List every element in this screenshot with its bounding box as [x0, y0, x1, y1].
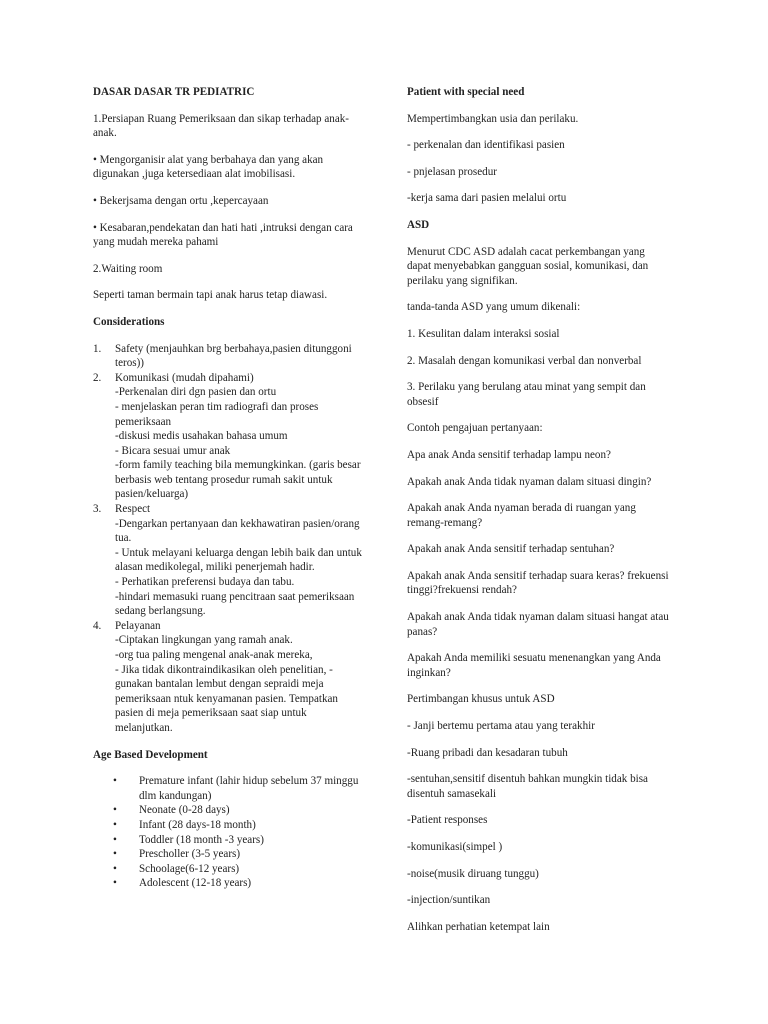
paragraph: -sentuhan,sensitif disentuh bahkan mungkin tidak bisa disentuh samasekali [407, 773, 648, 800]
intro-paragraph: Seperti taman bermain tapi anak harus tetap diawasi. [93, 289, 328, 302]
paragraph: 2. Masalah dengan komunikasi verbal dan nonverbal [407, 354, 642, 367]
paragraph: - pnjelasan prosedur [407, 165, 497, 178]
paragraph: -injection/suntikan [407, 894, 491, 907]
age-list-item [113, 876, 365, 891]
bullet-icon: • [113, 862, 117, 875]
paragraph: Apakah anak Anda nyaman berada di ruangan yang remang-remang? [407, 502, 636, 529]
item-line: -form family teaching bila memungkinkan. (garis besar berbasis web tentang prosedur rumah sakit untuk pasien/keluarga) [115, 459, 361, 501]
age-list-item [113, 862, 365, 877]
paragraph: -Patient responses [407, 814, 488, 827]
item-line: - Perhatikan preferensi budaya dan tabu. [115, 576, 295, 589]
age-list-item [113, 774, 365, 803]
paragraph: - perkenalan dan identifikasi pasien [407, 139, 565, 152]
item-line: -hindari memasuki ruang pencitraan saat pemeriksaan sedang berlangsung. [115, 590, 355, 618]
item-line: - Untuk melayani keluarga dengan lebih baik dan untuk alasan medikolegal, miliki penerjemah hadir. [115, 546, 362, 574]
left-column [93, 85, 365, 891]
item-line: -Perkenalan diri dgn pasien dan ortu [115, 386, 277, 399]
considerations-item [93, 371, 365, 502]
intro-paragraph: • Kesabaran,pendekatan dan hati hati ,intruksi dengan cara yang mudah mereka pahami [93, 221, 353, 249]
age-list-item [113, 803, 365, 818]
right-column [407, 85, 669, 934]
paragraph: Apa anak Anda sensitif terhadap lampu neon? [407, 448, 611, 461]
age-item-text: Schoolage(6-12 years) [139, 862, 240, 875]
item-number: 3. [93, 503, 102, 516]
considerations-list [93, 342, 365, 736]
considerations-item [93, 619, 365, 736]
paragraph: Contoh pengajuan pertanyaan: [407, 422, 543, 435]
age-item-text: Premature infant (lahir hidup sebelum 37 minggu dlm kandungan) [139, 775, 359, 802]
intro-paragraph: 1.Persiapan Ruang Pemeriksaan dan sikap terhadap anak-anak. [93, 112, 349, 140]
considerations-item [93, 502, 365, 619]
age-item-text: Adolescent (12-18 years) [139, 877, 252, 890]
bullet-icon: • [113, 804, 117, 817]
item-line: - Bicara sesuai umur anak [115, 444, 231, 457]
age-heading: Age Based Development [93, 748, 208, 761]
considerations-item [93, 342, 365, 371]
bullet-icon: • [113, 877, 117, 890]
paragraph: -noise(musik diruang tunggu) [407, 867, 539, 880]
item-line: Komunikasi (mudah dipahami) [115, 371, 254, 384]
item-number: 4. [93, 619, 102, 632]
item-line: - Jika tidak dikontraindikasikan oleh penelitian, -gunakan bantalan lembut dengan sepraidi meja pemeriksaan ntuk kenyamanan pasien. Tempatkan pasien di meja pemeriksaan saat siap untuk melanjutkan. [115, 663, 338, 734]
asd-heading: ASD [407, 218, 430, 231]
item-line: Pelayanan [115, 619, 161, 632]
paragraph: Mempertimbangkan usia dan perilaku. [407, 112, 579, 125]
paragraph: -Ruang pribadi dan kesadaran tubuh [407, 746, 568, 759]
age-list-item [113, 847, 365, 862]
paragraph: Apakah anak Anda tidak nyaman dalam situasi hangat atau panas? [407, 611, 669, 638]
item-line: - menjelaskan peran tim radiografi dan proses pemeriksaan [115, 400, 319, 428]
bullet-icon: • [113, 775, 117, 788]
paragraph: tanda-tanda ASD yang umum dikenali: [407, 301, 581, 314]
item-number: 1. [93, 342, 102, 355]
paragraph: -komunikasi(simpel ) [407, 841, 503, 853]
section-title: Patient with special need [407, 86, 525, 98]
paragraph: Apakah Anda memiliki sesuatu menenangkan yang Anda inginkan? [407, 652, 661, 679]
document-title: DASAR DASAR TR PEDIATRIC [93, 86, 255, 98]
paragraph: -kerja sama dari pasien melalui ortu [407, 192, 567, 205]
intro-paragraph: • Mengorganisir alat yang berbahaya dan yang akan digunakan ,juga ketersediaan alat imobilisasi. [93, 153, 324, 181]
age-item-text: Neonate (0-28 days) [139, 804, 230, 817]
item-line: -diskusi medis usahakan bahasa umum [115, 430, 288, 443]
age-item-text: Toddler (18 month -3 years) [139, 833, 264, 846]
paragraph: - Janji bertemu pertama atau yang terakhir [407, 720, 595, 733]
considerations-heading: Considerations [93, 315, 165, 328]
age-list-item [113, 818, 365, 833]
item-line: -org tua paling mengenal anak-anak mereka, [115, 649, 313, 661]
paragraph: Apakah anak Anda sensitif terhadap suara keras? frekuensi tinggi?frekuensi rendah? [407, 569, 669, 597]
age-item-text: Prescholler (3-5 years) [139, 848, 241, 861]
paragraph: Menurut CDC ASD adalah cacat perkembangan yang dapat menyebabkan gangguan sosial, komunikasi, dan perilaku yang signifikan. [407, 245, 649, 287]
bullet-icon: • [113, 848, 117, 861]
paragraph: Apakah anak Anda sensitif terhadap sentuhan? [407, 543, 615, 556]
age-item-text: Infant (28 days-18 month) [139, 818, 256, 831]
paragraph: 3. Perilaku yang berulang atau minat yang sempit dan obsesif [407, 381, 646, 408]
bullet-icon: • [113, 833, 117, 846]
item-line: -Ciptakan lingkungan yang ramah anak. [115, 634, 293, 647]
item-line: Safety (menjauhkan brg berbahaya,pasien ditunggoni teros)) [115, 342, 352, 370]
bullet-icon: • [113, 818, 117, 831]
item-number: 2. [93, 371, 102, 384]
age-list [93, 774, 365, 891]
paragraph: Pertimbangan khusus untuk ASD [407, 693, 555, 706]
intro-paragraph: 2.Waiting room [93, 262, 163, 275]
paragraph: Apakah anak Anda tidak nyaman dalam situasi dingin? [407, 475, 652, 488]
item-line: Respect [115, 503, 151, 516]
intro-paragraph: • Bekerjsama dengan ortu ,kepercayaan [93, 194, 269, 207]
paragraph: Alihkan perhatian ketempat lain [407, 920, 550, 933]
age-list-item [113, 833, 365, 848]
paragraph: 1. Kesulitan dalam interaksi sosial [407, 327, 560, 340]
item-line: -Dengarkan pertanyaan dan kekhawatiran pasien/orang tua. [115, 517, 360, 545]
